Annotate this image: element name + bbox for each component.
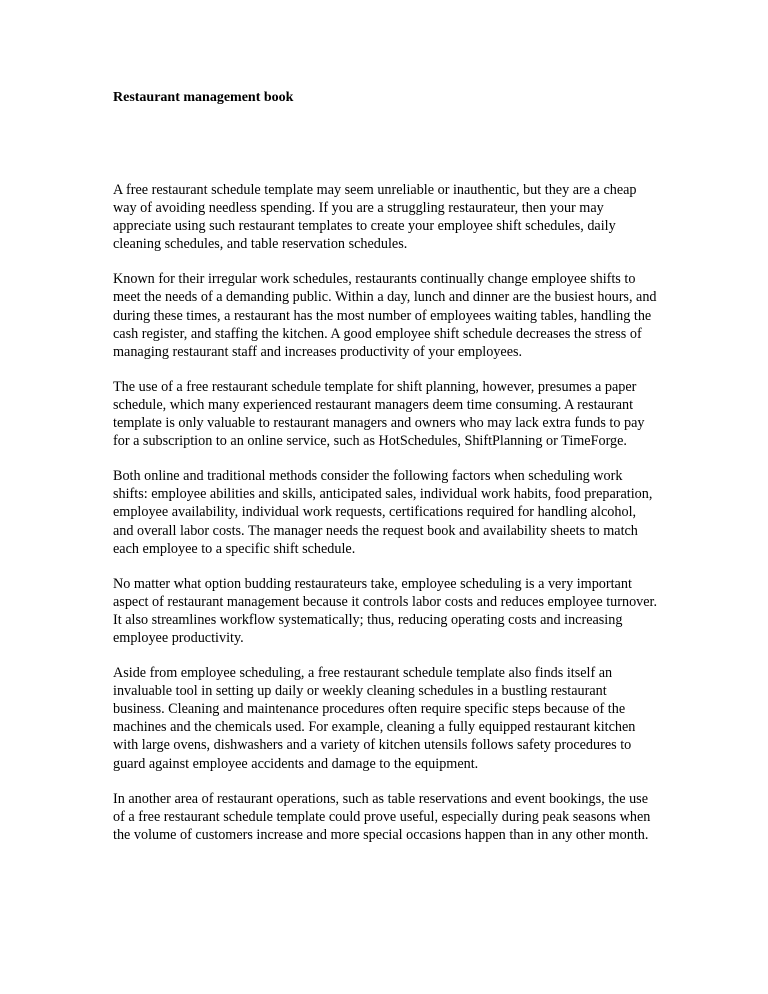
paragraph-4: Both online and traditional methods consider the following factors when scheduling work shifts: employee abilities and skills, anticipated sales, individual work habits, food preparation, employee availability, individual work requests, certifications required for handling alcohol, and overall labor costs. The manager needs the request book and availability sheets to match each employee to a specific shift schedule. bbox=[113, 468, 653, 557]
document-content bbox=[113, 89, 658, 861]
document-title: Restaurant management book bbox=[113, 90, 294, 105]
paragraph-1: A free restaurant schedule template may seem unreliable or inauthentic, but they are a cheap way of avoiding needless spending. If you are a struggling restaurateur, then your may appreciate using such restaurant templates to create your employee shift schedules, daily cleaning schedules, and table reservation schedules. bbox=[113, 182, 637, 253]
paragraph-3: The use of a free restaurant schedule template for shift planning, however, presumes a paper schedule, which many experienced restaurant managers deem time consuming. A restaurant template is only valuable to restaurant managers and owners who may lack extra funds to pay for a subscription to an online service, such as HotSchedules, ShiftPlanning or TimeForge. bbox=[113, 378, 645, 450]
paragraph-7: In another area of restaurant operations, such as table reservations and event bookings, the use of a free restaurant schedule template could prove useful, especially during peak seasons when the volume of customers increase and more special occasions happen than in any other month. bbox=[113, 790, 651, 843]
document-body bbox=[113, 181, 658, 844]
paragraph-2: Known for their irregular work schedules, restaurants continually change employee shifts to meet the needs of a demanding public. Within a day, lunch and dinner are the busiest hours, and during these times, a restaurant has the most number of employees waiting tables, handling the cash register, and staffing the kitchen. A good employee shift schedule decreases the stress of managing restaurant staff and increases productivity of your employees. bbox=[113, 271, 657, 360]
paragraph-6: Aside from employee scheduling, a free restaurant schedule template also finds itself an invaluable tool in setting up daily or weekly cleaning schedules in a bustling restaurant business. Cleaning and maintenance procedures often require specific steps because of the machines and the chemicals used. For example, cleaning a fully equipped restaurant kitchen with large ovens, dishwashers and a variety of kitchen utensils follows safety procedures to guard against employee accidents and damage to the equipment. bbox=[113, 665, 636, 772]
paragraph-5: No matter what option budding restaurateurs take, employee scheduling is a very important aspect of restaurant management because it controls labor costs and reduces employee turnover. It also streamlines workflow systematically; thus, reducing operating costs and increasing employee productivity. bbox=[113, 575, 658, 646]
